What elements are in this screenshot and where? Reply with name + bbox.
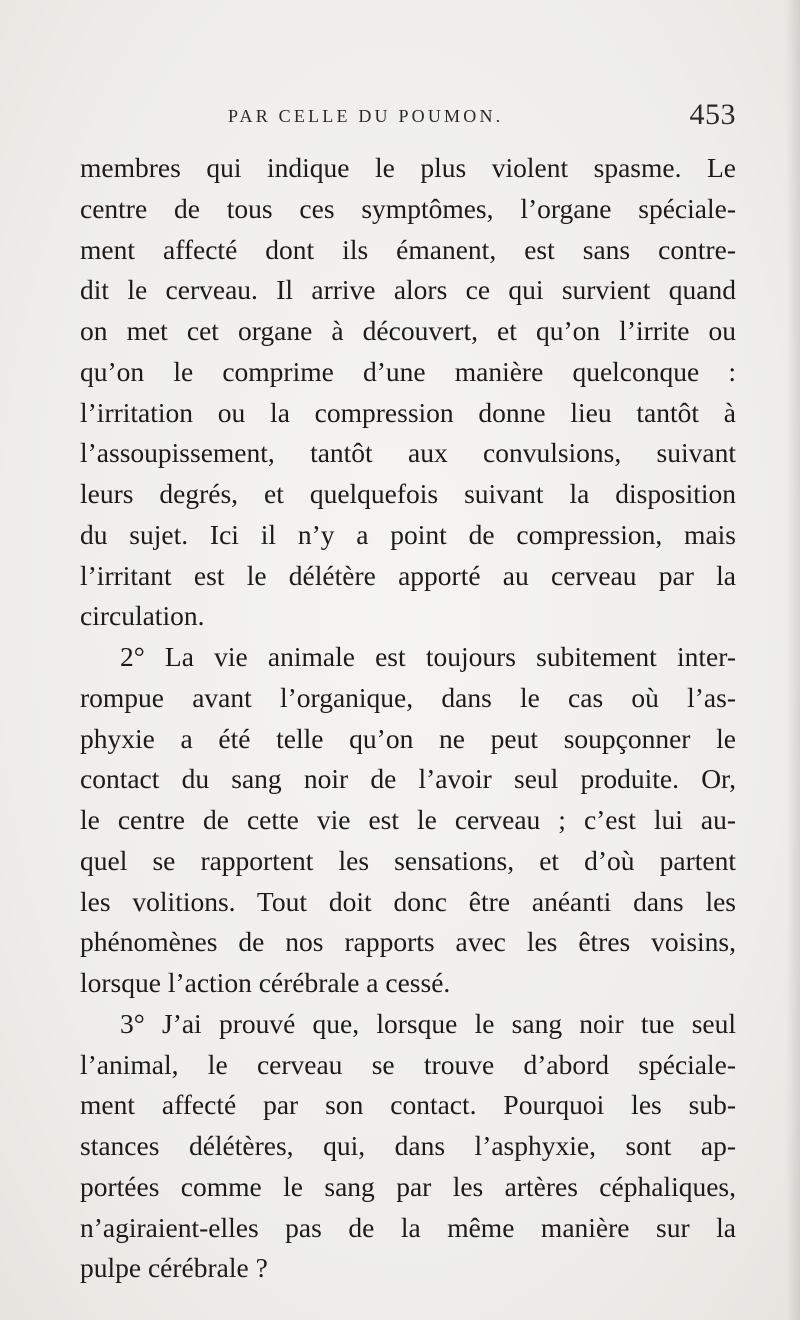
text-line: contact du sang noir de l’avoir seul produite. Or, — [80, 763, 736, 795]
paragraph-end-line: lorsque l’action cérébrale a cessé. — [80, 967, 451, 998]
text-line: qu’on le comprime d’une manière quelconque : — [80, 355, 736, 387]
text-line: le centre de cette vie est le cerveau ; c’est lui au- — [80, 804, 736, 835]
text-line: ment affecté par son contact. Pourquoi les sub- — [80, 1089, 736, 1121]
text-line: rompue avant l’organique, dans le cas où l’as- — [80, 681, 736, 713]
text-line: phyxie a été telle qu’on ne peut soupçonner le — [80, 722, 736, 754]
text-line: centre de tous ces symptômes, l’organe spéciale- — [80, 192, 736, 224]
running-title: PAR CELLE DU POUMON. — [228, 106, 504, 126]
text-line: du sujet. Ici il n’y a point de compression, mais — [80, 518, 736, 550]
text-line: n’agiraient-elles pas de la même manière sur la — [80, 1211, 736, 1243]
text-line: les volitions. Tout doit donc être anéanti dans les — [80, 885, 736, 917]
paragraph-end-line: pulpe cérébrale ? — [80, 1252, 268, 1284]
text-line: dit le cerveau. Il arrive alors ce qui survient quand — [80, 274, 736, 306]
text-line: l’assoupissement, tantôt aux convulsions, suivant — [80, 437, 736, 469]
text-line: ment affecté dont ils émanent, est sans contre- — [80, 233, 736, 265]
text-line: leurs degrés, et quelquefois suivant la disposition — [80, 478, 736, 509]
text-line: l’irritant est le délétère apporté au cerveau par la — [80, 559, 736, 591]
text-line: phénomènes de nos rapports avec les êtres voisins, — [80, 926, 736, 958]
text-line: stances délétères, qui, dans l’asphyxie, sont ap- — [80, 1130, 736, 1161]
page-number: 453 — [689, 98, 736, 131]
page-edge-shadow — [786, 0, 800, 1320]
text-line: l’irritation ou la compression donne lieu tantôt à — [80, 396, 736, 428]
text-line: l’animal, le cerveau se trouve d’abord spéciale- — [80, 1048, 736, 1080]
paragraph-start-line: 3° J’ai prouvé que, lorsque le sang noir tue seul — [120, 1007, 736, 1039]
paragraph-start-line: 2° La vie animale est toujours subitement inter- — [120, 641, 736, 672]
text-line: quel se rapportent les sensations, et d’où partent — [80, 844, 736, 876]
running-head — [80, 98, 740, 138]
text-line: portées comme le sang par les artères céphaliques, — [80, 1170, 736, 1202]
paragraph-end-line: circulation. — [80, 600, 205, 632]
body-text — [80, 148, 736, 1289]
text-line: on met cet organe à découvert, et qu’on l’irrite ou — [80, 315, 736, 346]
text-line: membres qui indique le plus violent spasme. Le — [80, 152, 736, 183]
